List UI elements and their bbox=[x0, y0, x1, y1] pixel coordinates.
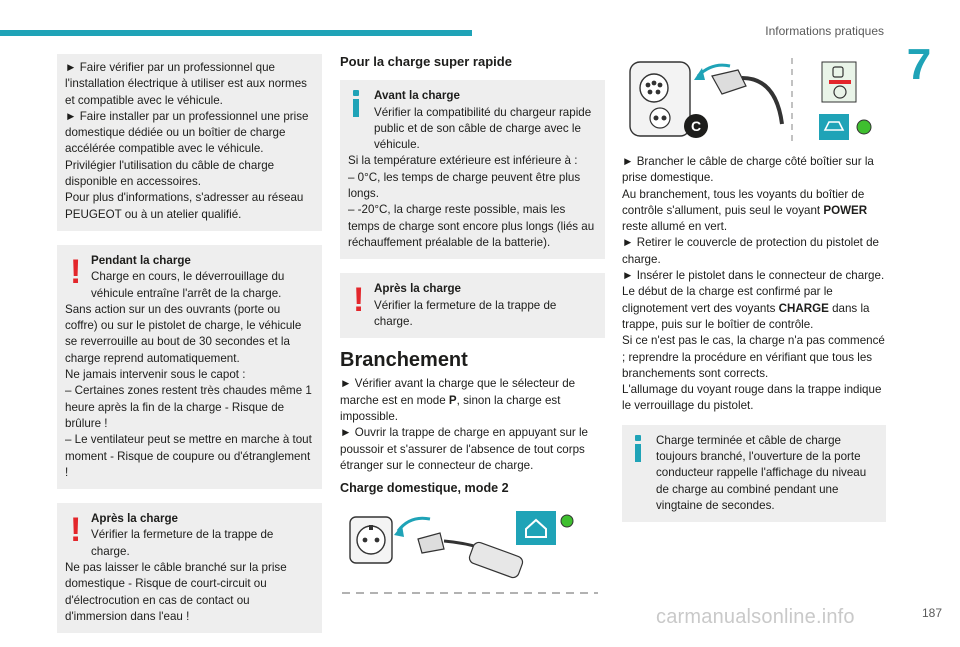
info-line: – 0°C, les temps de charge peuvent être plus longs. bbox=[348, 170, 581, 201]
info-icon bbox=[353, 90, 359, 118]
warning-icon: ! bbox=[70, 252, 82, 291]
step-line: ► Brancher le câble de charge côté boîtier sur la prise domestique. bbox=[622, 155, 874, 185]
warning-title: Pendant la charge bbox=[91, 253, 191, 267]
intro-line: Pour plus d'informations, s'adresser au réseau PEUGEOT ou à un atelier qualifié. bbox=[65, 191, 304, 221]
warning-line: Sans action sur un des ouvrants (porte ou coffre) ou sur le pistolet de charge, le véhicule se reverrouille au bout de 30 secondes et la charge reprend automatiquement. bbox=[65, 302, 302, 365]
page-number: 187 bbox=[921, 606, 942, 620]
warning-title: Après la charge bbox=[91, 512, 178, 526]
warning-box-apres-rapide bbox=[340, 273, 605, 338]
intro-box bbox=[57, 54, 322, 231]
intro-line: Privilégier l'utilisation du câble de charge disponible en accessoires. bbox=[65, 158, 275, 189]
green-led-icon bbox=[561, 515, 573, 527]
info-title: Avant la charge bbox=[374, 89, 460, 103]
step-line: ► Insérer le pistolet dans le connecteur de charge. bbox=[622, 269, 885, 283]
warning-line: Vérifier la fermeture de la trappe de charge. bbox=[91, 528, 274, 558]
plug-icon bbox=[418, 533, 444, 553]
step-line: L'allumage du voyant rouge dans la trappe indique le verrouillage du pistolet. bbox=[622, 383, 882, 413]
connector-svg bbox=[626, 54, 886, 148]
intro-line: ► Faire vérifier par un professionnel que l'installation électrique à utiliser est aux normes et compatible avec le véhicule. bbox=[65, 61, 307, 107]
warning-line: Ne pas laisser le câble branché sur la prise domestique - Risque de court-circuit ou d'électrocution en cas de contact ou d'immersion dans l'eau ! bbox=[65, 561, 287, 623]
text-span: dans la trappe, puis sur le boîtier de contrôle. bbox=[622, 301, 870, 331]
chapter-number: 7 bbox=[906, 40, 932, 89]
header-accent-bar bbox=[0, 30, 472, 36]
control-box-icon bbox=[468, 540, 524, 578]
column-left bbox=[57, 54, 322, 647]
branchement-step bbox=[340, 376, 605, 425]
branchement-step: ► Ouvrir la trappe de charge en appuyant sur le poussoir et s'assurer de l'absence de tout corps étranger sur le connecteur de charge. bbox=[340, 426, 588, 472]
watermark: carmanualsonline.info bbox=[656, 606, 855, 628]
text-span: reste allumé en vert. bbox=[622, 220, 728, 234]
warning-line: Ne jamais intervenir sous le capot : bbox=[65, 368, 246, 382]
domestic-charge-svg bbox=[340, 505, 600, 600]
home-icon bbox=[516, 511, 556, 545]
step-line bbox=[622, 187, 886, 236]
warning-line: Vérifier la fermeture de la trappe de charge. bbox=[374, 298, 557, 328]
charge-gun-icon bbox=[712, 70, 746, 94]
warning-box-apres bbox=[57, 503, 322, 633]
connector-illustration bbox=[626, 54, 886, 148]
info-line: Si la température extérieure est inférieure à : bbox=[348, 154, 578, 168]
warning-line: – Certaines zones restent très chaudes même 1 heure après la fin de la charge - Risque de brûlure ! bbox=[65, 384, 312, 430]
info-line: Vérifier la compatibilité du chargeur rapide public et de son câble de charge avec le véhicule. bbox=[374, 105, 592, 152]
branchement-title: Branchement bbox=[340, 349, 468, 372]
text-bold: CHARGE bbox=[778, 301, 829, 315]
warning-line: Charge en cours, le déverrouillage du véhicule entraîne l'arrêt de la charge. bbox=[91, 270, 285, 300]
super-rapide-heading: Pour la charge super rapide bbox=[340, 54, 512, 69]
column-right bbox=[622, 154, 886, 536]
step-line bbox=[622, 284, 886, 333]
connection-steps bbox=[622, 154, 886, 415]
green-led-icon bbox=[857, 120, 871, 134]
step-line: Si ce n'est pas le cas, la charge n'a pas commencé ; reprendre la procédure en vérifiant que tous les branchements sont corrects. bbox=[622, 334, 885, 380]
info-box-charge-terminee bbox=[622, 425, 886, 522]
section-title: Informations pratiques bbox=[765, 24, 884, 38]
text-span: Au branchement, tous les voyants du boîtier de contrôle s'allument, puis seul le voyant bbox=[622, 187, 865, 217]
text-bold: POWER bbox=[823, 203, 868, 217]
arrow-icon bbox=[398, 518, 430, 531]
column-middle bbox=[340, 54, 605, 600]
text-span: ► Vérifier avant la charge que le sélecteur de marche est en mode bbox=[340, 377, 576, 407]
badge-letter: C bbox=[690, 118, 702, 134]
intro-line: ► Faire installer par un professionnel une prise domestique dédiée ou un boîtier de charge accélérée compatible avec le véhicule. bbox=[65, 109, 309, 156]
branchement-text bbox=[340, 376, 605, 474]
warning-title: Après la charge bbox=[374, 282, 461, 296]
text-span: , sinon la charge est impossible. bbox=[340, 393, 561, 424]
warning-line: – Le ventilateur peut se mettre en marche à tout moment - Risque de coupure ou d'étranglement ! bbox=[65, 433, 312, 479]
warning-box-pendant bbox=[57, 245, 322, 489]
warning-icon: ! bbox=[353, 281, 365, 320]
domestic-charge-illustration bbox=[340, 505, 600, 600]
car-icon bbox=[819, 114, 849, 140]
warning-icon: ! bbox=[70, 511, 82, 550]
step-line: ► Retirer le couvercle de protection du pistolet de charge. bbox=[622, 236, 880, 266]
mode2-heading: Charge domestique, mode 2 bbox=[340, 481, 509, 496]
info-icon bbox=[635, 435, 641, 463]
info-line: – -20°C, la charge reste possible, mais les temps de charge sont encore plus longs (liés au réchauffement préalable de la batterie). bbox=[348, 203, 595, 249]
info-line: Charge terminée et câble de charge toujours branché, l'ouverture de la porte conducteur rappelle l'affichage du niveau de charge au combiné pendant une vingtaine de secondes. bbox=[656, 433, 867, 512]
text-span: Le début de la charge est confirmé par le clignotement vert des voyants bbox=[622, 285, 833, 315]
info-box-avant bbox=[340, 80, 605, 259]
text-bold: P bbox=[448, 393, 457, 407]
